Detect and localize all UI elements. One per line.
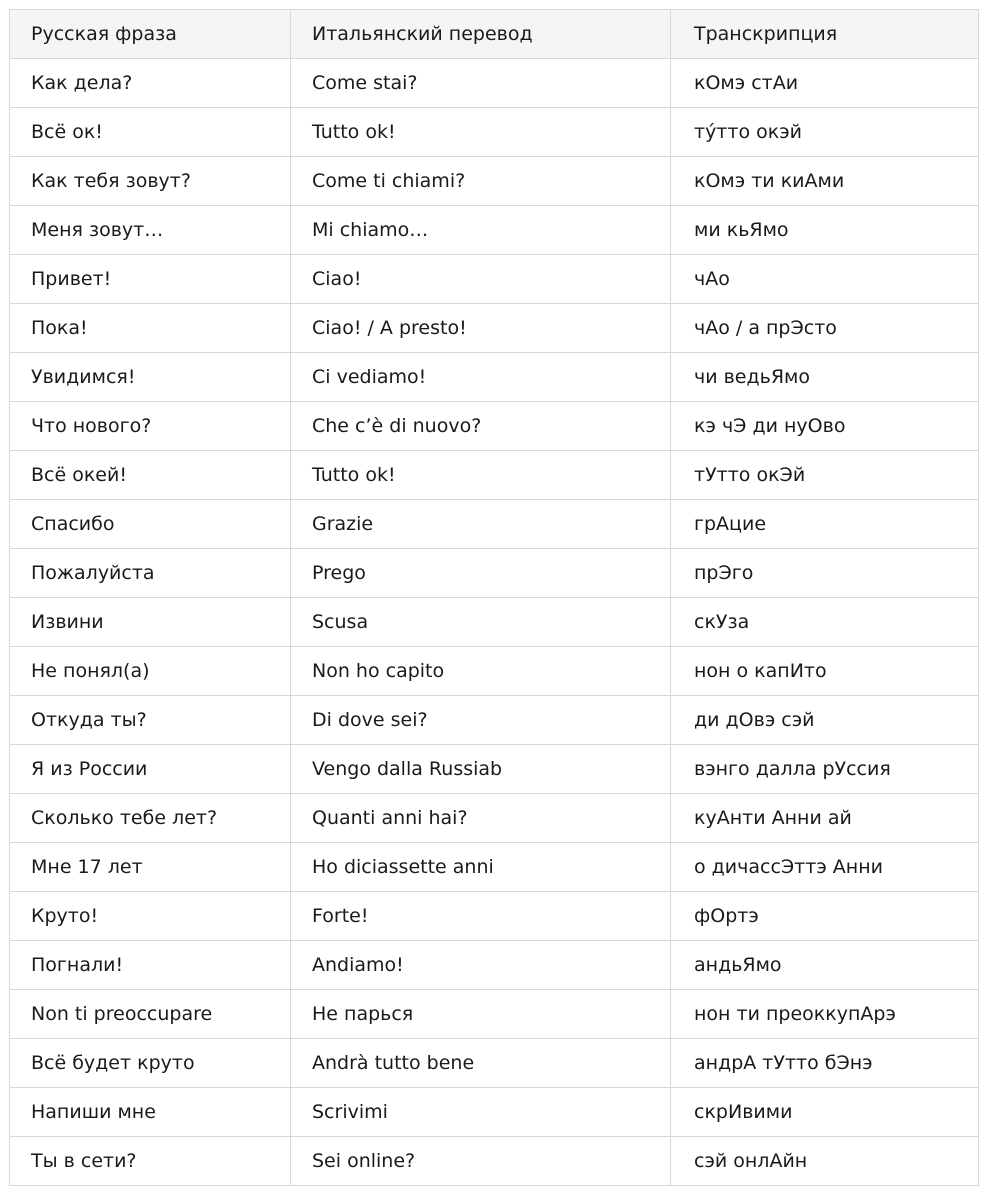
table-body: [10, 59, 979, 1186]
table-row: [10, 843, 979, 892]
table-row: [10, 157, 979, 206]
cell-transcription: куАнти Анни ай: [671, 794, 979, 843]
cell-russian-phrase: Круто!: [10, 892, 291, 941]
cell-transcription: андьЯмо: [671, 941, 979, 990]
cell-italian-translation: Не парься: [291, 990, 671, 1039]
table-row: [10, 500, 979, 549]
table-row: [10, 255, 979, 304]
cell-italian-translation: Scusa: [291, 598, 671, 647]
header-row: [10, 10, 979, 59]
header-transcription: Транскрипция: [671, 10, 979, 59]
cell-transcription: нон о капИто: [671, 647, 979, 696]
cell-italian-translation: Non ho capito: [291, 647, 671, 696]
phrase-table: [9, 9, 979, 1186]
table-row: [10, 304, 979, 353]
table-row: [10, 59, 979, 108]
cell-italian-translation: Sei online?: [291, 1137, 671, 1186]
cell-transcription: нон ти преоккупАрэ: [671, 990, 979, 1039]
table-row: [10, 402, 979, 451]
table-row: [10, 598, 979, 647]
cell-transcription: чАо: [671, 255, 979, 304]
header-italian-translation: Итальянский перевод: [291, 10, 671, 59]
cell-russian-phrase: Увидимся!: [10, 353, 291, 402]
cell-russian-phrase: Я из России: [10, 745, 291, 794]
cell-italian-translation: Andiamo!: [291, 941, 671, 990]
cell-italian-translation: Come stai?: [291, 59, 671, 108]
cell-russian-phrase: Non ti preoccupare: [10, 990, 291, 1039]
cell-transcription: о дичассЭттэ Анни: [671, 843, 979, 892]
cell-russian-phrase: Всё окей!: [10, 451, 291, 500]
cell-transcription: ми кьЯмо: [671, 206, 979, 255]
table-row: [10, 794, 979, 843]
cell-russian-phrase: Пожалуйста: [10, 549, 291, 598]
cell-italian-translation: Andrà tutto bene: [291, 1039, 671, 1088]
table-row: [10, 647, 979, 696]
cell-transcription: кэ чЭ ди нуОво: [671, 402, 979, 451]
cell-transcription: кОмэ ти киАми: [671, 157, 979, 206]
cell-transcription: сэй онлАйн: [671, 1137, 979, 1186]
table-row: [10, 1039, 979, 1088]
cell-italian-translation: Che c’è di nuovo?: [291, 402, 671, 451]
cell-transcription: вэнго далла рУссия: [671, 745, 979, 794]
cell-italian-translation: Di dove sei?: [291, 696, 671, 745]
cell-italian-translation: Tutto ok!: [291, 108, 671, 157]
table-row: [10, 892, 979, 941]
cell-transcription: прЭго: [671, 549, 979, 598]
table-row: [10, 941, 979, 990]
table-row: [10, 745, 979, 794]
cell-russian-phrase: Спасибо: [10, 500, 291, 549]
table-row: [10, 206, 979, 255]
cell-transcription: андрА тУтто бЭнэ: [671, 1039, 979, 1088]
cell-russian-phrase: Не понял(а): [10, 647, 291, 696]
cell-russian-phrase: Мне 17 лет: [10, 843, 291, 892]
cell-italian-translation: Tutto ok!: [291, 451, 671, 500]
table-row: [10, 353, 979, 402]
cell-italian-translation: Prego: [291, 549, 671, 598]
cell-italian-translation: Come ti chiami?: [291, 157, 671, 206]
cell-transcription: фОртэ: [671, 892, 979, 941]
cell-russian-phrase: Всё будет круто: [10, 1039, 291, 1088]
cell-italian-translation: Ho diciassette anni: [291, 843, 671, 892]
cell-italian-translation: Ciao!: [291, 255, 671, 304]
cell-russian-phrase: Ты в сети?: [10, 1137, 291, 1186]
cell-russian-phrase: Извини: [10, 598, 291, 647]
table-row: [10, 451, 979, 500]
header-russian-phrase: Русская фраза: [10, 10, 291, 59]
cell-transcription: ту́тто окэй: [671, 108, 979, 157]
cell-russian-phrase: Погнали!: [10, 941, 291, 990]
table-row: [10, 1088, 979, 1137]
cell-russian-phrase: Меня зовут…: [10, 206, 291, 255]
table-header: [10, 10, 979, 59]
cell-italian-translation: Grazie: [291, 500, 671, 549]
cell-russian-phrase: Откуда ты?: [10, 696, 291, 745]
cell-italian-translation: Ci vediamo!: [291, 353, 671, 402]
cell-russian-phrase: Напиши мне: [10, 1088, 291, 1137]
table-row: [10, 696, 979, 745]
cell-russian-phrase: Всё ок!: [10, 108, 291, 157]
table-row: [10, 990, 979, 1039]
table-row: [10, 1137, 979, 1186]
table-row: [10, 108, 979, 157]
cell-russian-phrase: Пока!: [10, 304, 291, 353]
table-row: [10, 549, 979, 598]
cell-italian-translation: Mi chiamo…: [291, 206, 671, 255]
cell-transcription: чАо / а прЭсто: [671, 304, 979, 353]
cell-russian-phrase: Что нового?: [10, 402, 291, 451]
cell-transcription: кОмэ стАи: [671, 59, 979, 108]
cell-italian-translation: Vengo dalla Russiab: [291, 745, 671, 794]
cell-transcription: грАцие: [671, 500, 979, 549]
cell-italian-translation: Forte!: [291, 892, 671, 941]
cell-russian-phrase: Сколько тебе лет?: [10, 794, 291, 843]
cell-transcription: ди дОвэ сэй: [671, 696, 979, 745]
cell-transcription: скрИвими: [671, 1088, 979, 1137]
cell-italian-translation: Quanti anni hai?: [291, 794, 671, 843]
cell-transcription: чи ведьЯмо: [671, 353, 979, 402]
cell-italian-translation: Ciao! / A presto!: [291, 304, 671, 353]
cell-russian-phrase: Как дела?: [10, 59, 291, 108]
cell-transcription: скУза: [671, 598, 979, 647]
cell-transcription: тУтто окЭй: [671, 451, 979, 500]
cell-russian-phrase: Как тебя зовут?: [10, 157, 291, 206]
cell-italian-translation: Scrivimi: [291, 1088, 671, 1137]
cell-russian-phrase: Привет!: [10, 255, 291, 304]
